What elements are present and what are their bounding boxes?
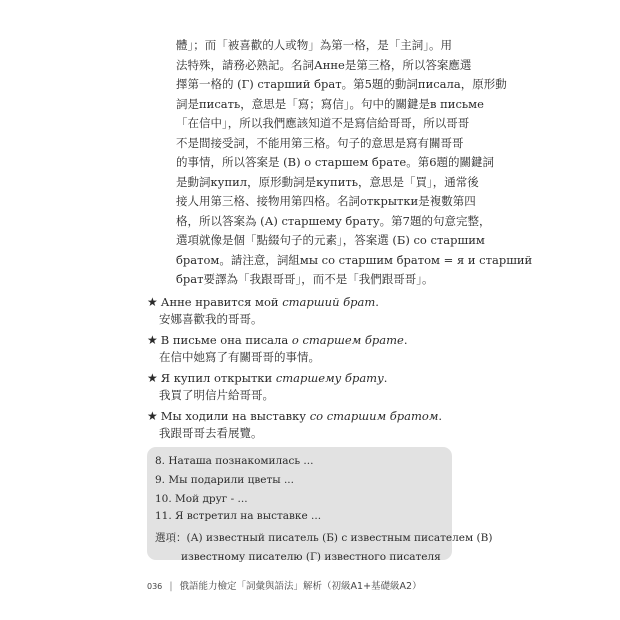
highlighted-phrase: со старшим братом xyxy=(309,409,439,423)
options-line: 選項：(А) известный писатель (Б) с известным писателем (В) xyxy=(155,532,493,544)
example-russian: ★ Мы ходили на выставку со старшим братом. xyxy=(147,409,443,423)
highlighted-phrase: старшему брату xyxy=(275,371,384,385)
paragraph-line: 「在信中」，所以我們應該知道不是寫信給哥哥，所以哥哥 xyxy=(176,116,470,130)
paragraph-line: 的事情，所以答案是 (В) о старшем брате。第6題的關鍵詞 xyxy=(176,155,495,169)
example-item xyxy=(147,408,467,442)
highlighted-phrase: старший брат xyxy=(282,295,376,309)
paragraph-line: 格，所以答案為 (А) старшему брату。第7題的句意完整， xyxy=(176,213,491,228)
star-icon: ★ xyxy=(147,295,158,309)
paragraph-line: 是動詞купил，原形動詞是купить，意思是「買」，通常後 xyxy=(176,174,479,189)
example-translation: 在信中她寫了有關哥哥的事情。 xyxy=(159,350,320,364)
example-russian: ★ Я купил открытки старшему брату. xyxy=(147,371,388,385)
example-item xyxy=(147,370,467,404)
footer-divider: | xyxy=(169,581,173,592)
example-russian: ★ Анне нравится мой старший брат. xyxy=(147,295,379,309)
example-item xyxy=(147,294,467,328)
exercise-question: 10. Мой друг - ... xyxy=(155,493,248,505)
example-translation: 我買了明信片給哥哥。 xyxy=(159,388,274,402)
example-sentences xyxy=(147,294,467,446)
example-translation: 我跟哥哥去看展覽。 xyxy=(159,426,263,440)
exercise-question: 11. Я встретил на выставке ... xyxy=(155,510,322,522)
options-line: известному писателю (Г) известного писателя xyxy=(181,551,441,563)
paragraph-line: 不是間接受詞，不能用第三格。句子的意思是寫有關哥哥 xyxy=(176,135,464,150)
exercise-question: 9. Мы подарили цветы ... xyxy=(155,474,294,486)
page-footer xyxy=(147,578,422,592)
paragraph-line: братом。請注意，詞組мы со старшим братом = я и старший xyxy=(176,252,533,267)
paragraph-line: брат要譯為「我跟哥哥」，而不是「我們跟哥哥」。 xyxy=(176,272,434,286)
paragraph-line: 體」；而「被喜歡的人或物」為第一格，是「主詞」。用 xyxy=(176,38,452,52)
explanation-paragraph xyxy=(176,36,533,290)
exercise-question: 8. Наташа познакомилась ... xyxy=(155,455,314,467)
paragraph-line: 擇第一格的 (Г) старший брат。第5題的動詞писала，原形動 xyxy=(176,77,507,91)
paragraph-line: 接人用第三格、接物用第四格。名詞открытки是複數第四 xyxy=(176,194,476,208)
example-russian: ★ В письме она писала о старшем брате. xyxy=(147,333,408,347)
exercise-options xyxy=(155,529,492,567)
star-icon: ★ xyxy=(147,371,158,385)
example-translation: 安娜喜歡我的哥哥。 xyxy=(159,312,263,326)
book-title: 俄語能力檢定「詞彙與語法」解析（初級A1+基礎級A2） xyxy=(179,581,422,592)
paragraph-line: 詞是писать，意思是「寫；寫信」。句中的關鍵是в письме xyxy=(176,96,484,111)
highlighted-phrase: о старшем брате xyxy=(291,333,404,347)
page-number: 036 xyxy=(147,582,163,591)
example-item xyxy=(147,332,467,366)
exercise-box xyxy=(147,447,493,563)
star-icon: ★ xyxy=(147,409,158,423)
paragraph-line: 法特殊，請務必熟記。名詞Анне是第三格，所以答案應選 xyxy=(176,57,472,72)
paragraph-line: 選項就像是個「點綴句子的元素」，答案選 (Б) со старшим xyxy=(176,233,485,247)
star-icon: ★ xyxy=(147,333,158,347)
